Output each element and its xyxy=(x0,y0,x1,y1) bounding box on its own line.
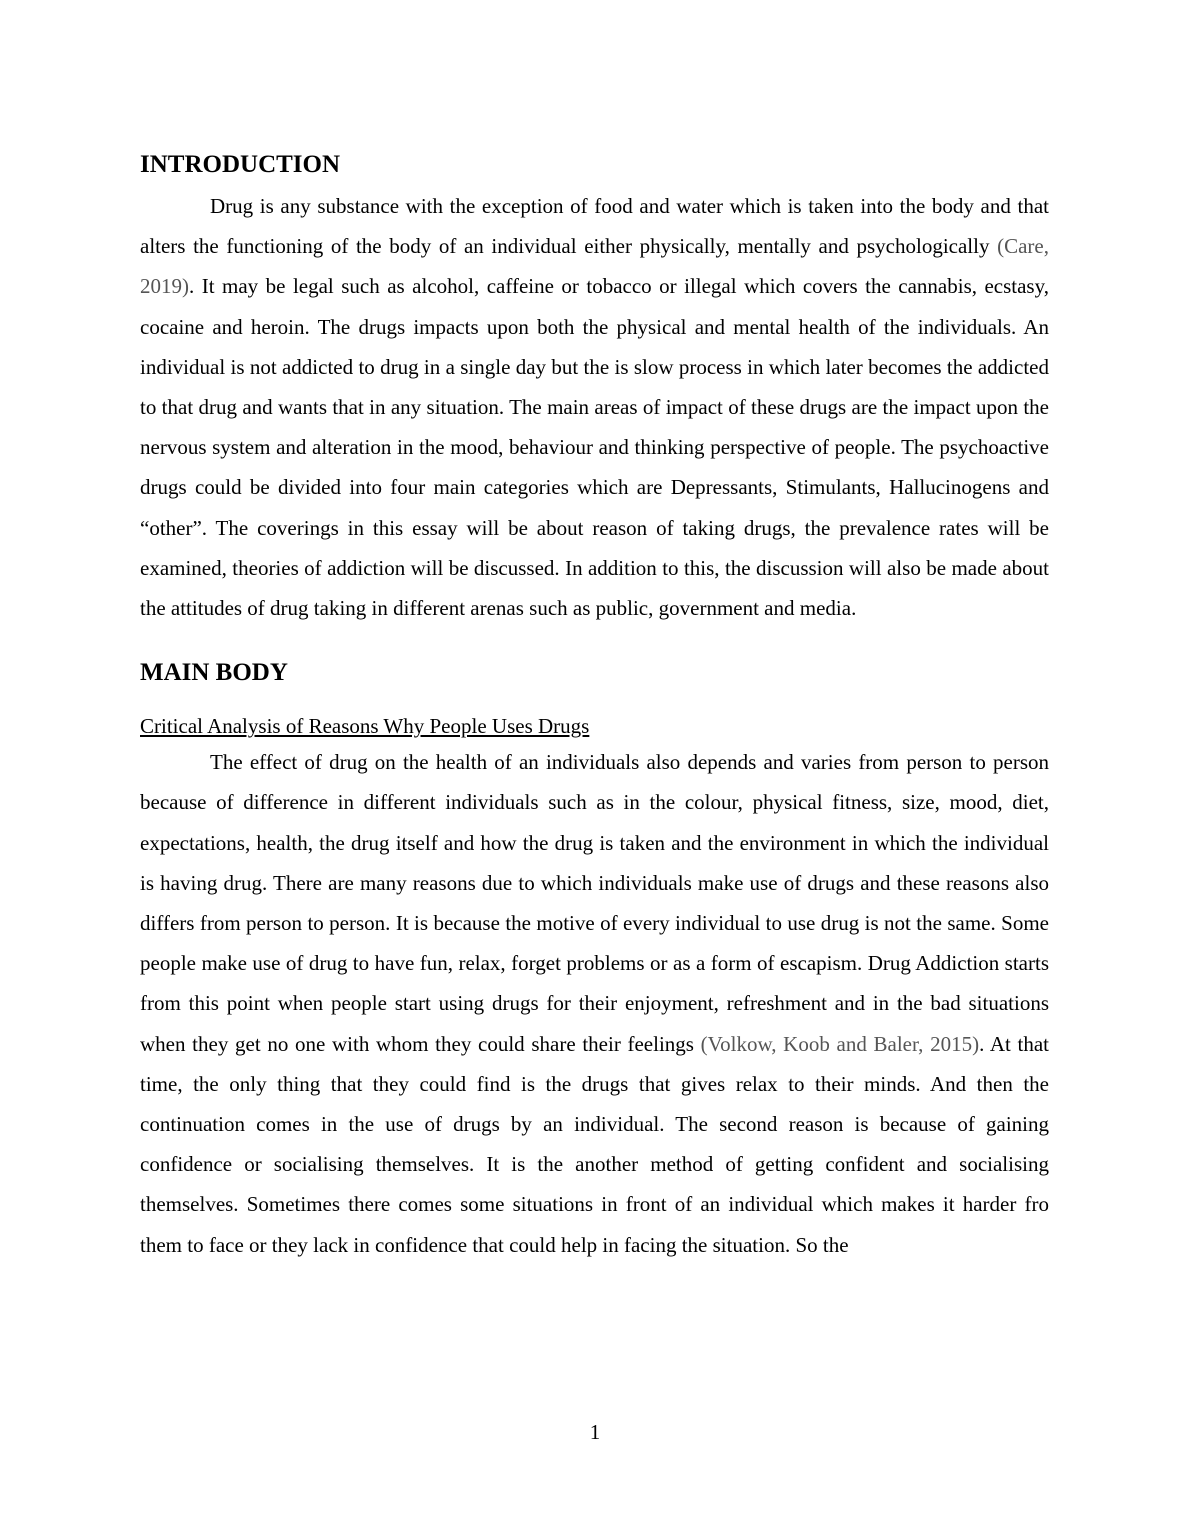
reasons-paragraph xyxy=(140,742,1049,1265)
reasons-text-part-1: The effect of drug on the health of an individuals also depends and varies from person to person because of difference in different individuals such as in the colour, physical fitness, size, mood, diet, expectations, health, the drug itself and how the drug is taken and the environment in which the individual is having drug. There are many reasons due to which individuals make use of drugs and these reasons also differs from person to person. It is because the motive of every individual to use drug is not the same. Some people make use of drug to have fun, relax, forget problems or as a form of escapism. Drug Addiction starts from this point when people start using drugs for their enjoyment, refreshment and in the bad situations when they get no one with whom they could share their feelings xyxy=(140,750,1049,1056)
reasons-text-part-2: . At that time, the only thing that they could find is the drugs that gives relax to their minds. And then the continuation comes in the use of drugs by an individual. The second reason is because of gaining confidence or socialising themselves. It is the another method of getting confident and socialising themselves. Sometimes there comes some situations in front of an individual which makes it harder fro them to face or they lack in confidence that could help in facing the situation. So the xyxy=(140,1031,1050,1257)
page-number: 1 xyxy=(589,1420,601,1444)
main-body-heading: MAIN BODY xyxy=(140,659,288,687)
reasons-subheading: Critical Analysis of Reasons Why People Uses Drugs xyxy=(140,714,590,739)
introduction-text-part-2: . It may be legal such as alcohol, caffeine or tobacco or illegal which covers the cannabis, ecstasy, cocaine and heroin. The drugs impacts upon both the physical and mental health of the individuals. An individual is not addicted to drug in a single day but the is slow process in which later becomes the addicted to that drug and wants that in any situation. The main areas of impact of these drugs are the impact upon the nervous system and alteration in the mood, behaviour and thinking perspective of people. The psychoactive drugs could be divided into four main categories which are Depressants, Stimulants, Hallucinogens and “other”. The coverings in this essay will be about reason of taking drugs, the prevalence rates will be examined, theories of addiction will be discussed. In addition to this, the discussion will also be made about the attitudes of drug taking in different arenas such as public, government and media. xyxy=(140,274,1049,621)
page-content xyxy=(140,148,1049,1265)
citation-volkow-2015: (Volkow, Koob and Baler, 2015) xyxy=(700,1031,980,1056)
introduction-paragraph xyxy=(140,186,1049,628)
introduction-text-part-1: Drug is any substance with the exception of food and water which is taken into the body and that alters the functioning of the body of an individual either physically, mentally and psychologically xyxy=(140,194,1049,259)
introduction-heading: INTRODUCTION xyxy=(140,151,341,178)
citation-care-2019: (Care, 2019) xyxy=(140,234,1049,299)
